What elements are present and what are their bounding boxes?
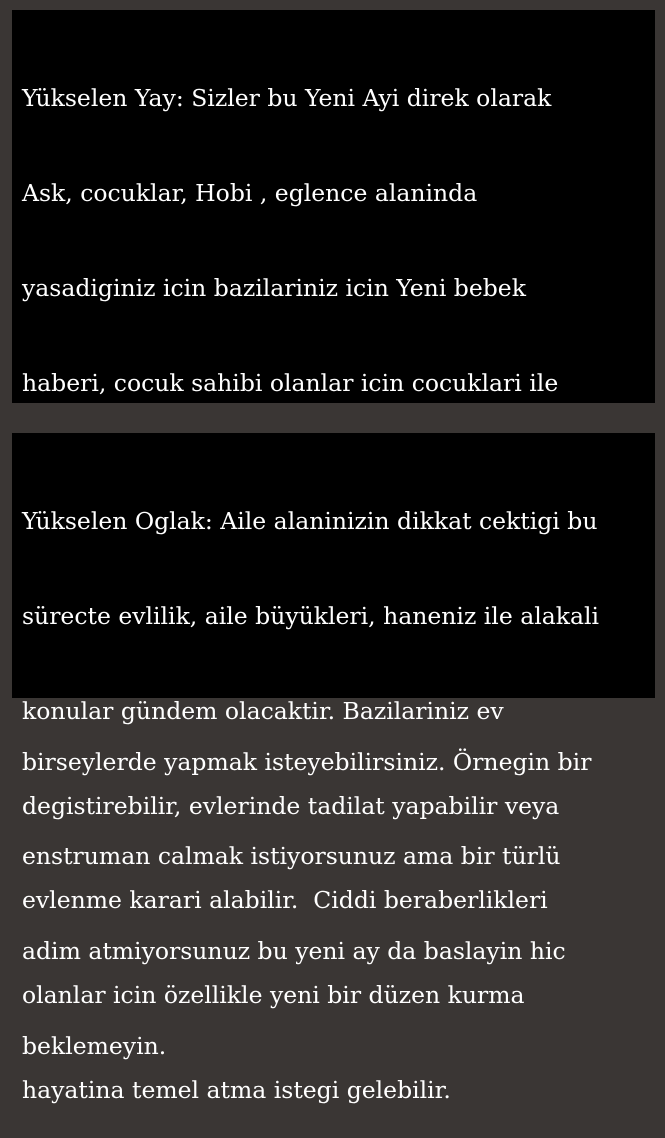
text-line: olanlar icin özellikle yeni bir düzen kurma [22,981,525,1010]
text-line: konular gündem olacaktir. Bazilariniz ev [22,696,504,725]
text-line: beklemeyin. [22,1032,167,1060]
text-line: Ask, cocuklar, Hobi , eglence alaninda [22,178,478,207]
text-line: Yükselen Yay: Sizler bu Yeni Ayi direk olarak [22,84,552,113]
text-line: adim atmiyorsunuz bu yeni ay da baslayin hic [22,937,566,966]
text-line: enstruman calmak istiyorsunuz ama bir türlü [22,842,561,871]
text-line: evlenme karari alabilir. Ciddi beraberlikleri [22,886,548,915]
text-line: yasadiginiz icin bazilariniz icin Yeni bebek [22,273,526,302]
text-line: sürecte evlilik, aile büyükleri, haneniz ile alakali [22,601,600,630]
text-line: hayatina temel atma istegi gelebilir. [22,1075,451,1104]
text-line: degistirebilir, evlerinde tadilat yapabilir veya [22,791,560,820]
text-line: Yükselen Oglak: Aile alaninizin dikkat cektigi bu [22,507,598,536]
text-line: haberi, cocuk sahibi olanlar icin cocuklari ile [22,368,559,397]
text-line: birseylerde yapmak isteyebilirsiniz. Örnegin bir [22,747,592,776]
